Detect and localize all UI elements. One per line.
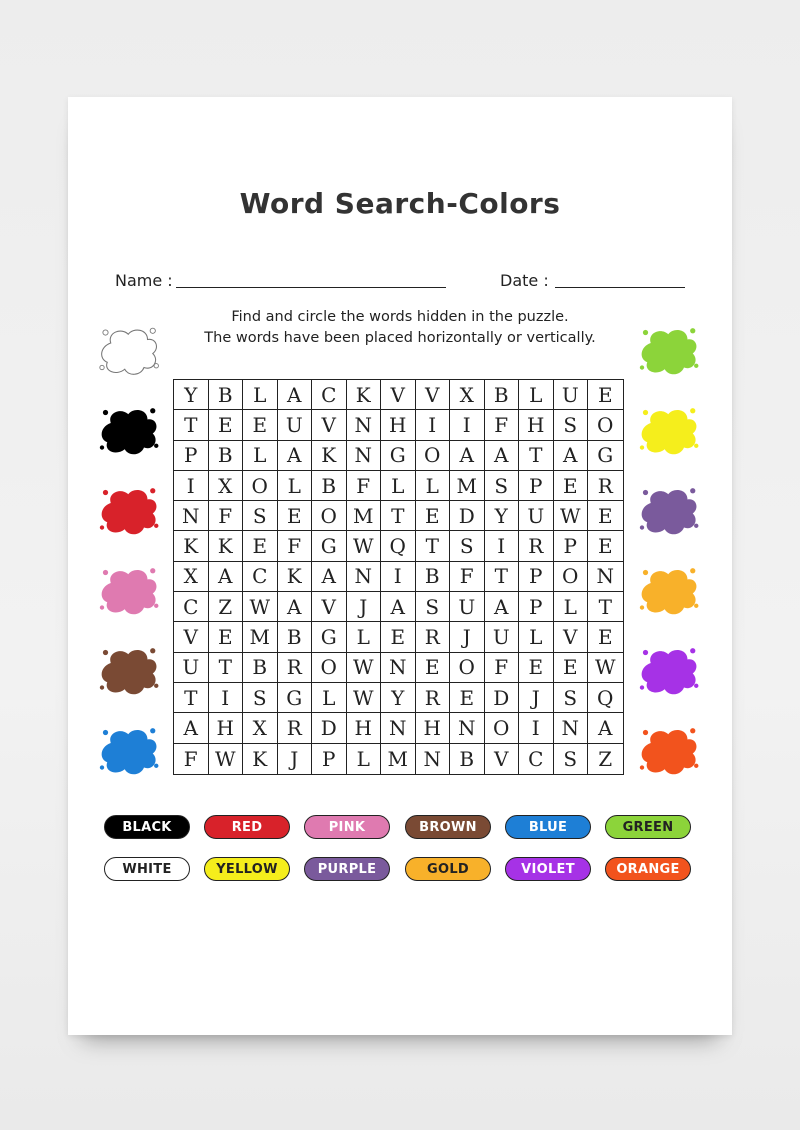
grid-cell[interactable]: J <box>450 622 485 652</box>
grid-cell[interactable]: R <box>416 683 451 713</box>
grid-cell[interactable]: D <box>450 501 485 531</box>
word-bank-blue: BLUE <box>505 815 591 839</box>
grid-cell[interactable]: N <box>450 713 485 743</box>
grid-cell[interactable]: U <box>485 622 520 652</box>
gold-paint-splash-icon <box>637 562 703 618</box>
grid-cell[interactable]: R <box>278 713 313 743</box>
grid-cell[interactable]: M <box>450 471 485 501</box>
grid-cell[interactable]: V <box>485 744 520 774</box>
yellow-paint-splash-icon <box>637 402 703 458</box>
grid-cell[interactable]: W <box>209 744 244 774</box>
grid-cell[interactable]: U <box>519 501 554 531</box>
grid-cell[interactable]: E <box>416 501 451 531</box>
grid-cell[interactable]: A <box>209 562 244 592</box>
grid-cell[interactable]: E <box>381 622 416 652</box>
word-bank-red: RED <box>204 815 290 839</box>
grid-cell[interactable]: S <box>554 744 589 774</box>
grid-cell[interactable]: E <box>554 471 589 501</box>
grid-cell[interactable]: S <box>554 410 589 440</box>
grid-cell[interactable]: A <box>312 562 347 592</box>
grid-cell[interactable]: I <box>485 531 520 561</box>
grid-cell[interactable]: T <box>519 441 554 471</box>
grid-cell[interactable]: N <box>381 653 416 683</box>
grid-cell[interactable]: E <box>416 653 451 683</box>
grid-cell[interactable]: F <box>485 653 520 683</box>
grid-cell[interactable]: G <box>588 441 623 471</box>
grid-cell[interactable]: L <box>278 471 313 501</box>
grid-cell[interactable]: Y <box>174 380 209 410</box>
grid-cell[interactable]: K <box>278 562 313 592</box>
grid-cell[interactable]: T <box>174 683 209 713</box>
grid-cell[interactable]: Z <box>598 746 613 771</box>
grid-cell[interactable]: V <box>554 622 589 652</box>
grid-cell[interactable]: L <box>312 683 347 713</box>
grid-cell[interactable]: X <box>209 471 244 501</box>
violet-paint-splash-icon <box>637 642 703 698</box>
grid-cell[interactable]: Q <box>588 683 623 713</box>
grid-cell[interactable]: O <box>485 713 520 743</box>
grid-cell[interactable]: X <box>174 562 209 592</box>
grid-cell[interactable]: H <box>381 410 416 440</box>
grid-cell[interactable]: W <box>243 592 278 622</box>
date-label: Date : <box>500 271 549 290</box>
white-paint-splash-icon <box>97 322 163 378</box>
instruction-line-1: Find and circle the words hidden in the puzzle. <box>231 309 569 325</box>
grid-cell[interactable]: H <box>347 713 382 743</box>
word-bank-brown: BROWN <box>405 815 491 839</box>
grid-cell[interactable]: F <box>450 562 485 592</box>
grid-cell[interactable]: N <box>347 410 382 440</box>
grid-cell[interactable]: K <box>312 441 347 471</box>
grid-cell[interactable]: C <box>243 562 278 592</box>
grid-cell[interactable]: F <box>278 531 313 561</box>
grid-cell[interactable]: N <box>347 562 382 592</box>
grid-cell[interactable]: A <box>588 713 623 743</box>
grid-cell[interactable]: J <box>278 744 313 774</box>
grid-cell[interactable]: C <box>312 380 347 410</box>
grid-cell[interactable]: E <box>588 380 623 410</box>
grid-cell[interactable]: V <box>312 592 347 622</box>
grid-cell[interactable]: Q <box>381 531 416 561</box>
grid-cell[interactable]: Y <box>485 501 520 531</box>
word-bank-yellow: YELLOW <box>204 857 290 881</box>
grid-cell[interactable]: T <box>174 410 209 440</box>
grid-cell[interactable]: M <box>243 622 278 652</box>
grid-cell[interactable]: V <box>312 410 347 440</box>
grid-cell[interactable]: S <box>554 683 589 713</box>
grid-cell[interactable]: P <box>174 441 209 471</box>
grid-cell[interactable]: S <box>450 531 485 561</box>
grid-cell[interactable]: L <box>381 471 416 501</box>
grid-cell[interactable]: R <box>278 653 313 683</box>
grid-cell[interactable]: A <box>554 441 589 471</box>
grid-cell[interactable]: T <box>416 531 451 561</box>
word-bank-purple: PURPLE <box>304 857 390 881</box>
grid-cell[interactable]: F <box>485 410 520 440</box>
grid-cell[interactable]: R <box>416 622 451 652</box>
grid-cell[interactable]: A <box>485 592 520 622</box>
name-label: Name : <box>115 271 173 290</box>
word-bank-violet: VIOLET <box>505 857 591 881</box>
grid-cell[interactable]: E <box>588 501 623 531</box>
grid-cell[interactable]: I <box>381 562 416 592</box>
grid-cell[interactable]: N <box>174 501 209 531</box>
grid-cell[interactable]: T <box>588 592 623 622</box>
grid-cell[interactable]: U <box>554 380 589 410</box>
grid-cell[interactable]: A <box>381 592 416 622</box>
grid-cell[interactable]: T <box>485 562 520 592</box>
grid-cell[interactable]: L <box>347 622 382 652</box>
grid-cell[interactable]: L <box>416 471 451 501</box>
grid-cell[interactable]: D <box>312 713 347 743</box>
grid-cell[interactable]: I <box>174 471 209 501</box>
grid-cell[interactable]: E <box>554 653 589 683</box>
grid-cell[interactable]: F <box>209 501 244 531</box>
grid-cell[interactable]: N <box>416 744 451 774</box>
grid-cell[interactable]: E <box>243 531 278 561</box>
grid-cell[interactable]: L <box>519 622 554 652</box>
grid-cell[interactable]: A <box>450 441 485 471</box>
grid-cell[interactable]: A <box>278 592 313 622</box>
grid-cell[interactable]: K <box>243 744 278 774</box>
orange-paint-splash-icon <box>637 722 703 778</box>
grid-cell[interactable]: L <box>554 592 589 622</box>
grid-cell[interactable]: H <box>416 713 451 743</box>
grid-cell[interactable]: U <box>278 410 313 440</box>
grid-cell[interactable]: S <box>416 592 451 622</box>
grid-cell[interactable]: B <box>209 441 244 471</box>
grid-cell[interactable]: W <box>554 501 589 531</box>
grid-cell[interactable]: O <box>450 653 485 683</box>
grid-cell[interactable]: I <box>519 713 554 743</box>
grid-cell[interactable]: P <box>519 562 554 592</box>
name-field[interactable] <box>176 287 446 288</box>
word-bank-pink: PINK <box>304 815 390 839</box>
grid-cell[interactable]: N <box>347 441 382 471</box>
date-field[interactable] <box>555 287 685 288</box>
grid-cell[interactable]: N <box>554 713 589 743</box>
grid-cell[interactable]: P <box>554 531 589 561</box>
grid-cell[interactable]: K <box>347 380 382 410</box>
red-paint-splash-icon <box>97 482 163 538</box>
grid-cell[interactable]: E <box>209 622 244 652</box>
grid-cell[interactable]: C <box>519 744 554 774</box>
word-bank-gold: GOLD <box>405 857 491 881</box>
word-bank-green: GREEN <box>605 815 691 839</box>
grid-cell[interactable]: J <box>519 683 554 713</box>
grid-cell[interactable]: O <box>312 653 347 683</box>
grid-cell[interactable]: P <box>519 592 554 622</box>
grid-cell[interactable]: O <box>243 471 278 501</box>
grid-cell[interactable]: X <box>450 380 485 410</box>
grid-cell[interactable]: F <box>347 471 382 501</box>
grid-cell[interactable]: I <box>209 683 244 713</box>
grid-cell[interactable]: O <box>554 562 589 592</box>
grid-cell[interactable]: Y <box>381 683 416 713</box>
grid-cell[interactable]: L <box>243 380 278 410</box>
grid-cell[interactable]: T <box>381 501 416 531</box>
grid-cell[interactable]: W <box>347 683 382 713</box>
grid-cell[interactable]: L <box>519 380 554 410</box>
word-bank-black: BLACK <box>104 815 190 839</box>
grid-cell[interactable]: H <box>209 713 244 743</box>
grid-cell[interactable]: L <box>243 441 278 471</box>
black-paint-splash-icon <box>97 402 163 458</box>
grid-cell[interactable]: H <box>519 410 554 440</box>
blue-paint-splash-icon <box>97 722 163 778</box>
grid-cell[interactable]: R <box>588 471 623 501</box>
grid-cell[interactable]: C <box>174 592 209 622</box>
grid-cell[interactable]: W <box>588 653 623 683</box>
grid-cell[interactable]: B <box>450 744 485 774</box>
grid-cell[interactable]: E <box>243 410 278 440</box>
grid-cell[interactable]: T <box>209 653 244 683</box>
grid-cell[interactable]: O <box>416 441 451 471</box>
grid-cell[interactable]: P <box>312 744 347 774</box>
grid-cell[interactable]: E <box>278 501 313 531</box>
grid-cell[interactable]: W <box>347 653 382 683</box>
grid-cell[interactable]: N <box>588 562 623 592</box>
grid-cell[interactable]: E <box>588 531 623 561</box>
grid-cell[interactable]: F <box>174 744 209 774</box>
grid-cell[interactable]: X <box>243 713 278 743</box>
grid-cell[interactable]: S <box>485 471 520 501</box>
grid-cell[interactable]: K <box>209 531 244 561</box>
word-search-grid <box>173 379 624 775</box>
page-title: Word Search-Colors <box>239 187 561 220</box>
grid-cell[interactable]: O <box>588 410 623 440</box>
grid-cell[interactable]: B <box>209 380 244 410</box>
pink-paint-splash-icon <box>97 562 163 618</box>
grid-cell[interactable]: V <box>416 380 451 410</box>
grid-cell[interactable]: E <box>209 410 244 440</box>
grid-cell[interactable]: S <box>243 683 278 713</box>
grid-cell[interactable]: U <box>450 592 485 622</box>
grid-cell[interactable]: N <box>381 713 416 743</box>
word-bank-orange: ORANGE <box>605 857 691 881</box>
grid-cell[interactable]: E <box>519 653 554 683</box>
grid-cell[interactable]: G <box>278 683 313 713</box>
grid-cell[interactable]: Z <box>209 592 244 622</box>
grid-cell[interactable]: B <box>416 562 451 592</box>
brown-paint-splash-icon <box>97 642 163 698</box>
instruction-line-2: The words have been placed horizontally or vertically. <box>204 330 596 346</box>
grid-cell[interactable]: E <box>588 622 623 652</box>
grid-cell[interactable]: U <box>174 653 209 683</box>
grid-cell[interactable]: D <box>485 683 520 713</box>
grid-cell[interactable]: P <box>519 471 554 501</box>
grid-cell[interactable]: M <box>347 501 382 531</box>
grid-cell[interactable]: L <box>347 744 382 774</box>
grid-cell[interactable]: I <box>416 410 451 440</box>
worksheet-page <box>68 97 732 1035</box>
grid-cell[interactable]: J <box>347 592 382 622</box>
purple-paint-splash-icon <box>637 482 703 538</box>
green-paint-splash-icon <box>637 322 703 378</box>
grid-cell[interactable]: B <box>278 622 313 652</box>
grid-cell[interactable]: A <box>485 441 520 471</box>
grid-cell[interactable]: G <box>312 531 347 561</box>
grid-cell[interactable]: B <box>485 380 520 410</box>
grid-cell[interactable]: A <box>174 713 209 743</box>
grid-cell[interactable]: G <box>381 441 416 471</box>
grid-cell[interactable]: B <box>312 471 347 501</box>
grid-cell[interactable]: E <box>450 683 485 713</box>
grid-cell[interactable]: K <box>174 531 209 561</box>
grid-cell[interactable]: M <box>381 744 416 774</box>
grid-cell[interactable]: R <box>519 531 554 561</box>
grid-cell[interactable]: V <box>381 380 416 410</box>
word-bank-white: WHITE <box>104 857 190 881</box>
grid-cell[interactable]: I <box>450 410 485 440</box>
grid-cell[interactable]: V <box>174 622 209 652</box>
grid-cell[interactable]: W <box>347 531 382 561</box>
grid-cell[interactable]: S <box>243 501 278 531</box>
grid-cell[interactable]: A <box>278 380 313 410</box>
grid-cell[interactable]: O <box>312 501 347 531</box>
grid-cell[interactable]: B <box>243 653 278 683</box>
grid-cell[interactable]: G <box>312 622 347 652</box>
grid-cell[interactable]: A <box>278 441 313 471</box>
